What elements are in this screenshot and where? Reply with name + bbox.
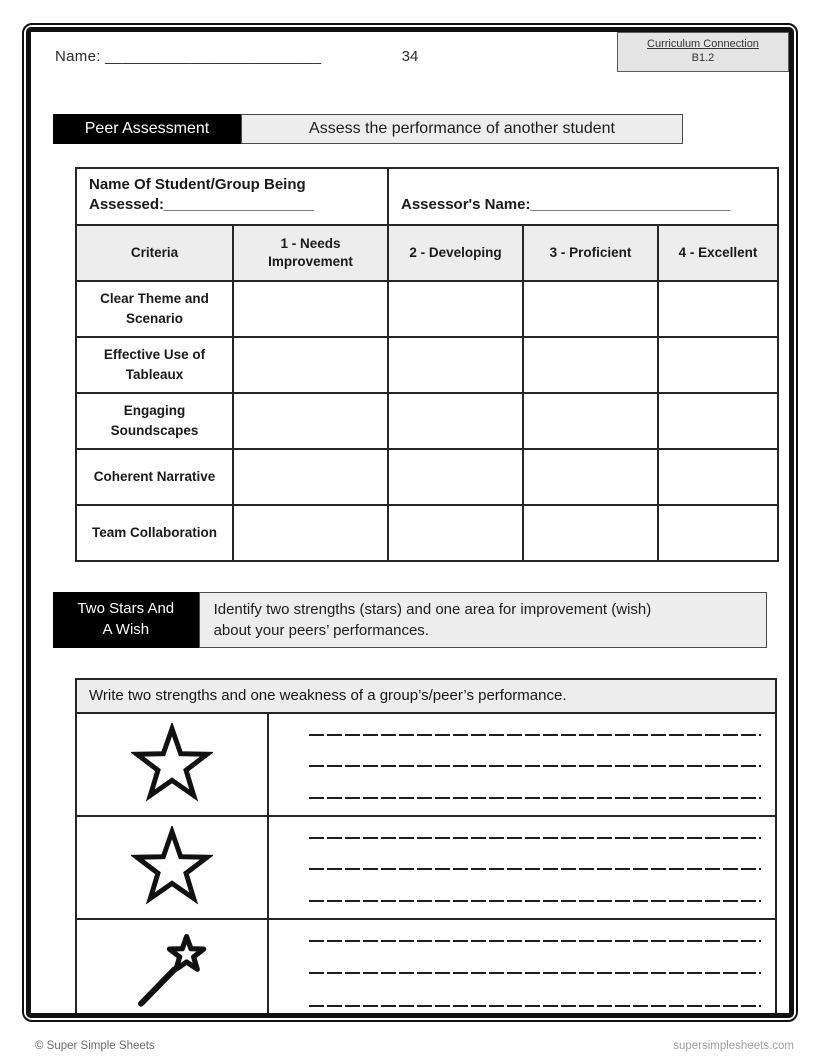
peer-assessment-section-bar	[53, 114, 767, 144]
writing-line[interactable]	[309, 900, 761, 902]
curriculum-connection-box	[617, 32, 789, 72]
peer-assessment-description: Assess the performance of another student	[241, 114, 683, 144]
column-header-proficient: 3 - Proficient	[523, 225, 658, 281]
rating-cell[interactable]	[658, 449, 778, 505]
two-stars-label-line2: A Wish	[102, 620, 150, 638]
table-row	[76, 505, 778, 561]
two-stars-description-line2: about your peers’ performances.	[213, 621, 429, 639]
assessor-name-cell	[388, 168, 778, 225]
strength-2-writing-area[interactable]	[269, 817, 775, 918]
names-row	[76, 168, 778, 225]
rating-cell[interactable]	[388, 505, 523, 561]
student-assessed-fill-line[interactable]: __________________	[164, 196, 315, 214]
table-row	[76, 281, 778, 337]
rating-cell[interactable]	[233, 505, 388, 561]
writing-line[interactable]	[309, 972, 761, 974]
student-assessed-label: Name Of Student/Group Being Assessed:	[89, 176, 306, 214]
strength-row-2	[77, 817, 775, 920]
two-stars-description	[199, 592, 767, 648]
criterion-narrative: Coherent Narrative	[76, 449, 233, 505]
criterion-tableaux: Effective Use of Tableaux	[76, 337, 233, 393]
rating-cell[interactable]	[388, 449, 523, 505]
two-stars-section-bar	[53, 592, 767, 648]
writing-line[interactable]	[309, 837, 761, 839]
curriculum-connection-code: B1.2	[691, 52, 715, 65]
student-name-row	[55, 48, 321, 65]
strength-1-writing-area[interactable]	[269, 714, 775, 815]
two-stars-response-table	[75, 678, 777, 1019]
rating-cell[interactable]	[523, 281, 658, 337]
criterion-collaboration: Team Collaboration	[76, 505, 233, 561]
curriculum-connection-title: Curriculum Connection	[647, 38, 759, 50]
column-header-excellent: 4 - Excellent	[658, 225, 778, 281]
star-icon	[77, 817, 269, 918]
name-fill-line[interactable]: _________________________	[105, 48, 322, 65]
table-row	[76, 337, 778, 393]
criterion-clear-theme: Clear Theme and Scenario	[76, 281, 233, 337]
rating-cell[interactable]	[523, 449, 658, 505]
wish-writing-area[interactable]	[269, 920, 775, 1019]
student-assessed-cell	[76, 168, 388, 225]
rating-cell[interactable]	[658, 281, 778, 337]
rating-cell[interactable]	[658, 337, 778, 393]
wish-row	[77, 920, 775, 1019]
rating-cell[interactable]	[233, 337, 388, 393]
table-row	[76, 393, 778, 449]
page-number: 34	[401, 48, 419, 65]
rating-cell[interactable]	[388, 281, 523, 337]
strength-row-1	[77, 714, 775, 817]
rating-cell[interactable]	[523, 337, 658, 393]
wand-icon	[77, 920, 269, 1019]
rating-cell[interactable]	[233, 393, 388, 449]
writing-line[interactable]	[309, 734, 761, 736]
page-footer	[35, 1040, 794, 1052]
rubric-header-row	[76, 225, 778, 281]
writing-line[interactable]	[309, 765, 761, 767]
two-stars-label-line1: Two Stars And	[77, 600, 175, 618]
writing-line[interactable]	[309, 868, 761, 870]
two-stars-prompt: Write two strengths and one weakness of a group’s/peer’s performance.	[77, 680, 775, 714]
page-outer-border	[22, 23, 798, 1022]
peer-assessment-rubric-table	[75, 167, 779, 562]
rating-cell[interactable]	[658, 505, 778, 561]
website-text: supersimplesheets.com	[673, 1040, 794, 1052]
two-stars-description-line1: Identify two strengths (stars) and one area for improvement (wish)	[213, 600, 652, 618]
rating-cell[interactable]	[233, 449, 388, 505]
assessor-name-label: Assessor's Name:	[401, 196, 531, 214]
rating-cell[interactable]	[233, 281, 388, 337]
column-header-needs-improvement: 1 - Needs Improvement	[233, 225, 388, 281]
column-header-developing: 2 - Developing	[388, 225, 523, 281]
page-header	[53, 32, 767, 94]
table-row	[76, 449, 778, 505]
writing-line[interactable]	[309, 940, 761, 942]
rating-cell[interactable]	[523, 505, 658, 561]
star-icon	[77, 714, 269, 815]
criterion-soundscapes: Engaging Soundscapes	[76, 393, 233, 449]
two-stars-label	[53, 592, 199, 648]
writing-line[interactable]	[309, 1005, 761, 1007]
page-inner-border	[26, 27, 794, 1018]
rating-cell[interactable]	[658, 393, 778, 449]
rating-cell[interactable]	[388, 393, 523, 449]
assessor-name-fill-line[interactable]: ________________________	[530, 196, 731, 214]
writing-line[interactable]	[309, 797, 761, 799]
rating-cell[interactable]	[523, 393, 658, 449]
name-label: Name:	[55, 48, 101, 65]
copyright-text: © Super Simple Sheets	[35, 1040, 155, 1052]
column-header-criteria: Criteria	[76, 225, 233, 281]
peer-assessment-label: Peer Assessment	[53, 114, 241, 144]
rating-cell[interactable]	[388, 337, 523, 393]
